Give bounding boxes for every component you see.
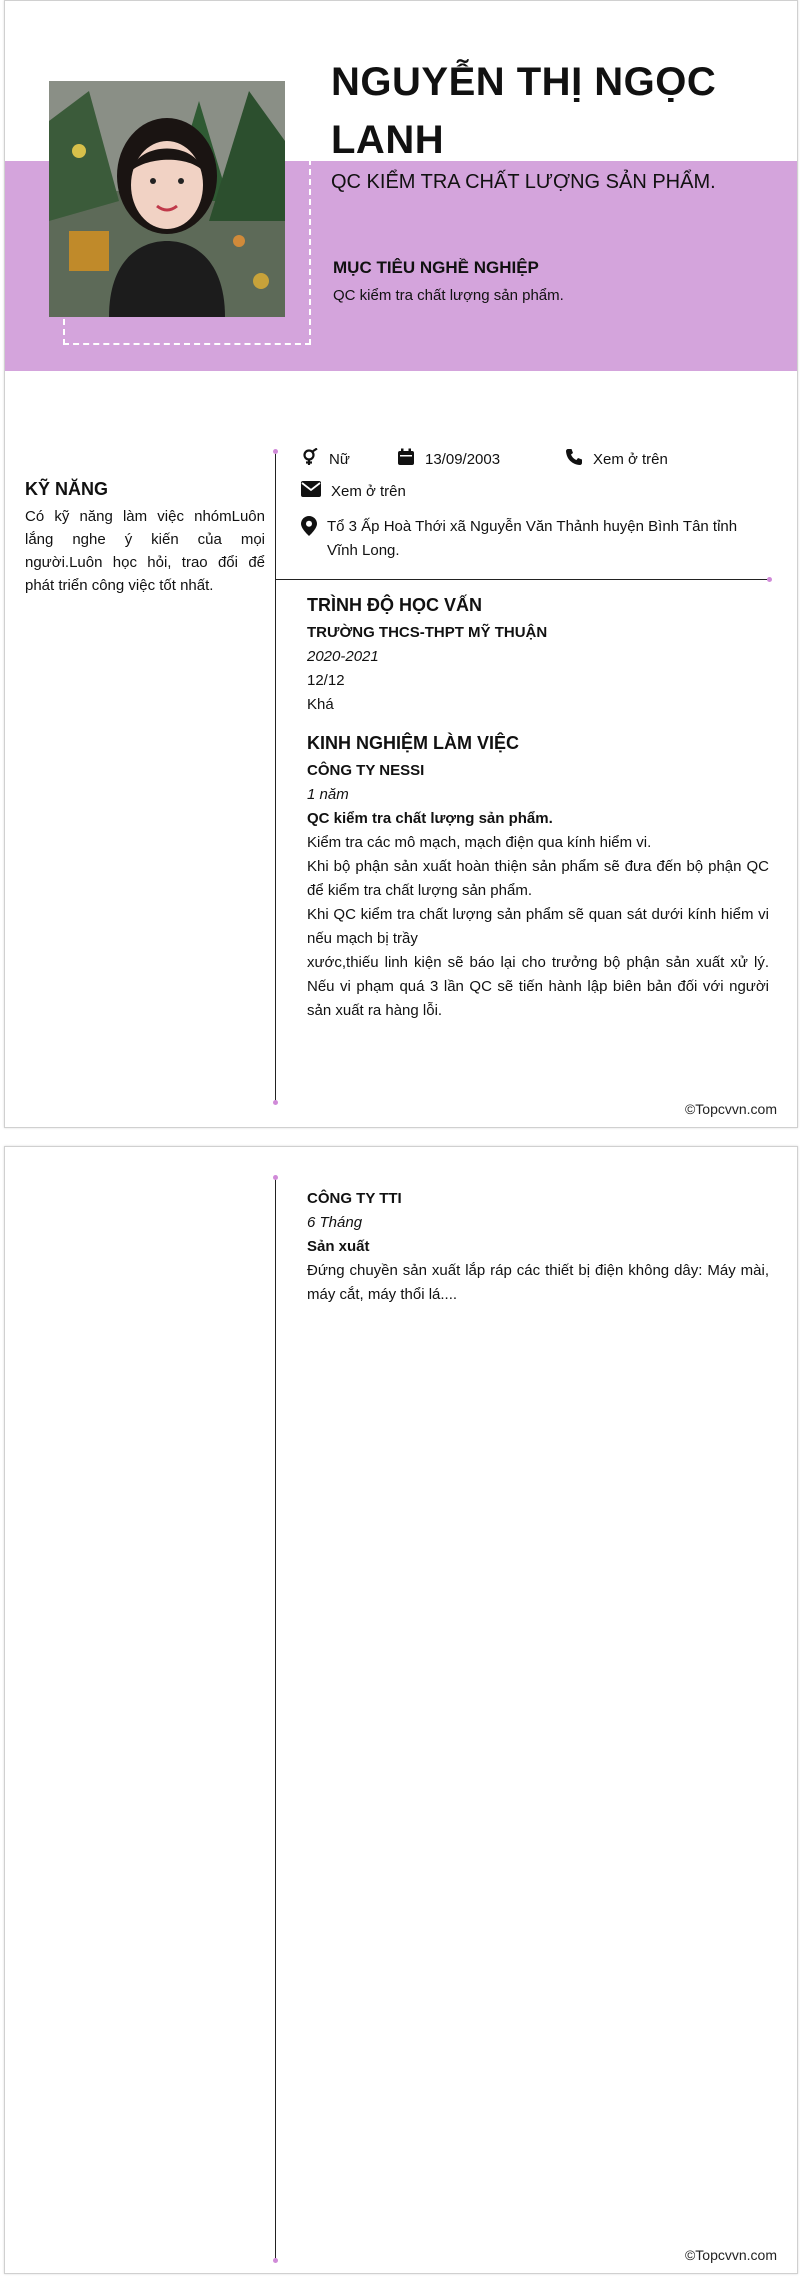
education-heading: TRÌNH ĐỘ HỌC VẤN (307, 595, 482, 615)
footer-brand: ©Topcvvn.com (684, 1101, 777, 1117)
phone-icon (565, 448, 583, 470)
job-description: Khi QC kiểm tra chất lượng sản phẩm sẽ quan sát dưới kính hiểm vi nếu mạch bị trầy (307, 906, 769, 947)
divider-dot-top (273, 449, 278, 454)
job-company: CÔNG TY TTI (307, 1190, 402, 1207)
education-school: TRƯỜNG THCS-THPT MỸ THUẬN (307, 624, 548, 641)
address-info (301, 515, 771, 563)
calendar-icon (397, 448, 415, 470)
column-divider (275, 1177, 276, 2261)
dob-value: 13/09/2003 (425, 450, 501, 468)
contact-divider (275, 579, 769, 580)
job-description: Khi bộ phận sản xuất hoàn thiện sản phẩm sẽ đưa đến bộ phận QC để kiểm tra chất lượng sản phẩm. (307, 858, 769, 899)
job-title: QC KIỂM TRA CHẤT LƯỢNG SẢN PHẨM. (331, 171, 716, 193)
cv-page-2 (4, 1146, 798, 2274)
education-rank: Khá (307, 696, 334, 713)
job-company: CÔNG TY NESSI (307, 762, 425, 779)
objective-text: QC kiểm tra chất lượng sản phẩm. (333, 287, 564, 304)
gender-icon (301, 448, 319, 470)
education-grade: 12/12 (307, 672, 345, 689)
cv-page-1 (4, 0, 798, 1128)
divider-dot-top (273, 1175, 278, 1180)
skills-heading: KỸ NĂNG (25, 479, 109, 499)
education-period: 2020-2021 (307, 648, 379, 665)
job-position: Sản xuất (307, 1238, 370, 1255)
location-icon (301, 516, 317, 540)
gender-value: Nữ (329, 450, 350, 468)
email-value: Xem ở trên (331, 482, 406, 500)
address-value: Tổ 3 Ấp Hoà Thới xã Nguyễn Văn Thảnh huyện Bình Tân tỉnh Vĩnh Long. (327, 518, 738, 559)
job-duration: 6 Tháng (307, 1214, 363, 1231)
objective-heading: MỤC TIÊU NGHỀ NGHIỆP (333, 258, 539, 277)
phone-info (565, 448, 668, 470)
divider-dot-bottom (273, 2258, 278, 2263)
email-info (301, 481, 406, 501)
experience-heading: KINH NGHIỆM LÀM VIỆC (307, 733, 520, 753)
profile-photo (49, 81, 285, 317)
footer-brand: ©Topcvvn.com (684, 2247, 777, 2263)
job-description: xước,thiếu linh kiện sẽ báo lại cho trưởng bộ phận sản xuất xử lý. Nếu vi phạm quá 3 lần QC sẽ tiến hành lập biên bản đối với người sản xuất ra hàng lỗi. (307, 954, 769, 1019)
job-position: QC kiểm tra chất lượng sản phẩm. (307, 810, 553, 827)
job-description: Đứng chuyền sản xuất lắp ráp các thiết bị điện không dây: Máy mài, máy cắt, máy thổi lá.... (307, 1262, 769, 1303)
contact-divider-dot (767, 577, 772, 582)
phone-value: Xem ở trên (593, 450, 668, 468)
email-icon (301, 481, 321, 501)
job-duration: 1 năm (307, 786, 349, 803)
gender-info (301, 448, 350, 470)
skills-text: Có kỹ năng làm việc nhómLuôn lắng nghe ý kiến của mọi người.Luôn học hỏi, trao đổi để phát triển công việc tốt nhất. (25, 508, 265, 594)
column-divider (275, 451, 276, 1103)
dob-info (397, 448, 500, 470)
job-description: Kiểm tra các mô mạch, mạch điện qua kính hiểm vi. (307, 834, 652, 851)
divider-dot-bottom (273, 1100, 278, 1105)
candidate-name: NGUYỄN THỊ NGỌC LANH (331, 60, 717, 162)
